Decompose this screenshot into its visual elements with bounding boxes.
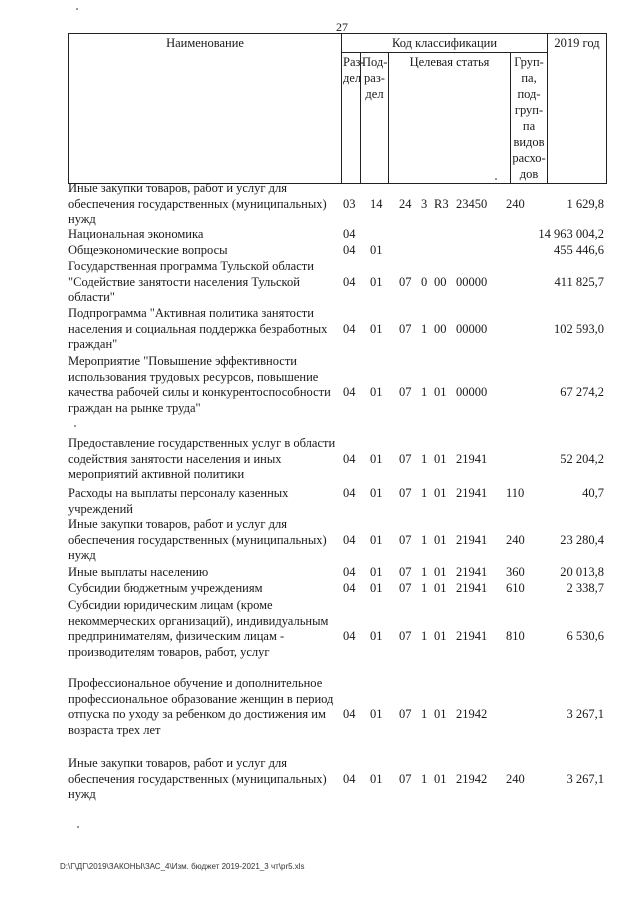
row-codes — [68, 629, 606, 645]
code-program: 07 — [399, 771, 412, 786]
code-razdel: 03 — [343, 196, 356, 211]
header-name: Наименование — [69, 34, 342, 184]
code-direction: 21942 — [456, 771, 488, 786]
code-program: 07 — [399, 321, 412, 336]
code-podrazdel: 01 — [370, 385, 383, 400]
code-podrazdel: 01 — [370, 707, 383, 722]
code-razdel: 04 — [343, 486, 356, 500]
file-path: D:\Г\ДГ\2019\ЗАКОНЫ\ЗАС_4\Изм. бюджет 2019-2021_3 чт\pr5.xls — [60, 862, 305, 871]
code-program: 07 — [399, 451, 412, 466]
code-program: 07 — [399, 486, 412, 500]
row-name-line: обеспечения государственных (муниципальных) — [68, 532, 327, 547]
code-subprogram: 1 — [421, 385, 428, 400]
row-name-line: Иные закупки товаров, работ и услуг для — [68, 517, 288, 531]
scan-speck — [495, 178, 497, 180]
code-podrazdel: 01 — [370, 565, 383, 579]
header-razdel: Раз- дел — [342, 53, 361, 184]
code-program: 07 — [399, 565, 412, 579]
row-name-line: содействия занятости населения и иных — [68, 451, 282, 466]
row-name-line: Иные выплаты населению — [68, 565, 209, 579]
table-row — [68, 436, 606, 483]
page-number: 27 — [336, 20, 348, 34]
row-amount: 2 338,7 — [566, 581, 604, 595]
code-subprogram: 1 — [421, 532, 428, 547]
code-direction: 21941 — [456, 486, 488, 500]
code-program: 07 — [399, 274, 412, 289]
code-expense-type: 610 — [506, 581, 525, 595]
code-podrazdel: 01 — [370, 532, 383, 547]
code-event: 01 — [434, 486, 447, 500]
row-name-line: "Содействие занятости населения Тульской — [68, 274, 300, 289]
row-name-line: мероприятий активной политики — [68, 467, 245, 482]
row-amount: 1 629,8 — [566, 196, 604, 211]
row-name-line: Расходы на выплаты персоналу казенных — [68, 486, 289, 500]
code-event: 00 — [434, 321, 447, 336]
row-amount: 20 013,8 — [560, 565, 604, 579]
code-direction: 21941 — [456, 629, 488, 644]
table-row — [68, 756, 606, 803]
code-event: 01 — [434, 581, 447, 595]
scan-speck — [76, 8, 78, 10]
row-name-line: области" — [68, 290, 115, 305]
code-direction: 21941 — [456, 581, 488, 595]
row-name-line: Национальная экономика — [68, 227, 204, 241]
code-event: 01 — [434, 771, 447, 786]
header-podrazdel: Под- раз- дел — [361, 53, 389, 184]
row-codes — [68, 772, 606, 788]
row-amount: 411 825,7 — [554, 274, 604, 289]
row-amount: 6 530,6 — [566, 629, 604, 644]
code-subprogram: 1 — [421, 486, 428, 500]
row-codes — [68, 707, 606, 723]
code-event: 01 — [434, 629, 447, 644]
code-razdel: 04 — [343, 532, 356, 547]
code-direction: 00000 — [456, 385, 488, 400]
row-name-line: Субсидии юридическим лицам (кроме — [68, 598, 273, 612]
code-razdel: 04 — [343, 274, 356, 289]
row-amount: 67 274,2 — [560, 385, 604, 400]
code-program: 07 — [399, 629, 412, 644]
row-codes — [68, 565, 606, 581]
code-razdel: 04 — [343, 581, 356, 595]
code-direction: 21941 — [456, 451, 488, 466]
row-amount: 102 593,0 — [554, 321, 604, 336]
code-program: 07 — [399, 532, 412, 547]
row-name-line: Общеэкономические вопросы — [68, 243, 228, 257]
row-name-line: Иные закупки товаров, работ и услуг для — [68, 756, 288, 770]
row-name-line: профессиональное образование женщин в период — [68, 691, 334, 706]
code-podrazdel: 01 — [370, 771, 383, 786]
row-codes — [68, 197, 606, 213]
table-row — [68, 598, 606, 660]
row-codes — [68, 581, 606, 597]
row-name-line: граждан" — [68, 337, 118, 352]
table-row — [68, 306, 606, 353]
code-expense-type: 810 — [506, 629, 525, 644]
code-subprogram: 1 — [421, 321, 428, 336]
header-code: Код классификации — [342, 34, 548, 53]
code-subprogram: 1 — [421, 581, 428, 595]
row-name-line: нужд — [68, 787, 96, 802]
row-name-line: использования трудовых ресурсов, повышение — [68, 369, 319, 384]
row-name-line: Профессиональное обучение и дополнительное — [68, 676, 323, 690]
code-event: 01 — [434, 565, 447, 579]
code-expense-type: 240 — [506, 532, 525, 547]
code-event: 01 — [434, 451, 447, 466]
code-podrazdel: 14 — [370, 196, 383, 211]
code-expense-type: 110 — [506, 486, 525, 500]
row-name-line: нужд — [68, 548, 96, 563]
row-codes — [68, 452, 606, 468]
table-row — [68, 181, 606, 228]
row-amount: 3 267,1 — [566, 707, 604, 722]
row-amount: 3 267,1 — [566, 771, 604, 786]
row-amount: 40,7 — [582, 486, 604, 500]
table-row — [68, 227, 606, 243]
code-expense-type: 240 — [506, 771, 525, 786]
code-podrazdel: 01 — [370, 274, 383, 289]
code-direction: 23450 — [456, 196, 488, 211]
code-direction: 21942 — [456, 707, 488, 722]
code-razdel: 04 — [343, 227, 356, 241]
code-razdel: 04 — [343, 629, 356, 644]
scan-speck — [77, 826, 79, 828]
row-name-line: граждан на рынке труда" — [68, 400, 201, 415]
row-name-line: обеспечения государственных (муниципальных) — [68, 196, 327, 211]
row-name-line: Мероприятие "Повышение эффективности — [68, 354, 297, 368]
table-row — [68, 259, 606, 306]
row-name-line: качества рабочей силы и конкурентоспособности — [68, 385, 331, 400]
code-subprogram: 1 — [421, 771, 428, 786]
row-codes — [68, 322, 606, 338]
code-podrazdel: 01 — [370, 451, 383, 466]
row-codes — [68, 533, 606, 549]
row-name-line: предпринимателям, физическим лицам - — [68, 629, 285, 644]
code-program: 07 — [399, 581, 412, 595]
code-program: 07 — [399, 707, 412, 722]
row-amount: 52 204,2 — [560, 451, 604, 466]
code-subprogram: 1 — [421, 565, 428, 579]
header-gruppa: Груп- па, под- груп- па видов расхо- дов — [511, 53, 548, 184]
header-celevaya: Целевая статья — [389, 53, 511, 184]
row-name-line: обеспечения государственных (муниципальных) — [68, 771, 327, 786]
row-name-line: Подпрограмма "Активная политика занятости — [68, 306, 314, 320]
table-row — [68, 565, 606, 581]
code-event: 01 — [434, 385, 447, 400]
row-amount: 23 280,4 — [560, 532, 604, 547]
row-name-line: Субсидии бюджетным учреждениям — [68, 581, 263, 595]
code-expense-type: 360 — [506, 565, 525, 579]
code-podrazdel: 01 — [370, 581, 383, 595]
code-razdel: 04 — [343, 565, 356, 579]
code-razdel: 04 — [343, 321, 356, 336]
code-razdel: 04 — [343, 385, 356, 400]
table-row — [68, 581, 606, 597]
code-subprogram: 0 — [421, 274, 428, 289]
code-event: 01 — [434, 532, 447, 547]
row-codes — [68, 385, 606, 401]
code-direction: 21941 — [456, 532, 488, 547]
table-row — [68, 676, 606, 738]
row-amount: 14 963 004,2 — [538, 227, 604, 241]
code-podrazdel: 01 — [370, 629, 383, 644]
table-header — [68, 33, 606, 184]
code-program: 24 — [399, 196, 412, 211]
row-name-line: Иные закупки товаров, работ и услуг для — [68, 181, 288, 195]
row-amount: 455 446,6 — [554, 243, 604, 257]
row-codes — [68, 275, 606, 291]
table-row — [68, 354, 606, 416]
code-razdel: 04 — [343, 243, 356, 257]
row-name-line: Государственная программа Тульской области — [68, 259, 314, 273]
code-direction: 00000 — [456, 274, 488, 289]
scan-speck — [74, 425, 76, 427]
code-subprogram: 1 — [421, 451, 428, 466]
table-row — [68, 486, 606, 517]
code-event: R3 — [434, 196, 449, 211]
code-podrazdel: 01 — [370, 321, 383, 336]
row-name-line: учреждений — [68, 501, 133, 516]
row-codes — [68, 227, 606, 243]
table-row — [68, 243, 606, 259]
row-name-line: отпуска по уходу за ребенком до достижения им — [68, 707, 326, 722]
code-program: 07 — [399, 385, 412, 400]
code-event: 00 — [434, 274, 447, 289]
code-direction: 21941 — [456, 565, 488, 579]
row-codes — [68, 243, 606, 259]
row-name-line: Предоставление государственных услуг в области — [68, 436, 336, 450]
table-row — [68, 517, 606, 564]
header-year: 2019 год — [548, 34, 607, 184]
row-name-line: населения и социальная поддержка безработных — [68, 321, 328, 336]
row-name-line: нужд — [68, 212, 96, 227]
code-podrazdel: 01 — [370, 486, 383, 500]
code-razdel: 04 — [343, 451, 356, 466]
code-subprogram: 3 — [421, 196, 428, 211]
code-direction: 00000 — [456, 321, 488, 336]
code-subprogram: 1 — [421, 629, 428, 644]
code-subprogram: 1 — [421, 707, 428, 722]
code-razdel: 04 — [343, 707, 356, 722]
row-name-line: некоммерческих организаций), индивидуальным — [68, 613, 329, 628]
row-codes — [68, 486, 606, 502]
code-razdel: 04 — [343, 771, 356, 786]
row-name-line: возраста трех лет — [68, 722, 161, 737]
code-event: 01 — [434, 707, 447, 722]
code-expense-type: 240 — [506, 196, 525, 211]
row-name-line: производителям товаров, работ, услуг — [68, 644, 270, 659]
code-podrazdel: 01 — [370, 243, 383, 257]
